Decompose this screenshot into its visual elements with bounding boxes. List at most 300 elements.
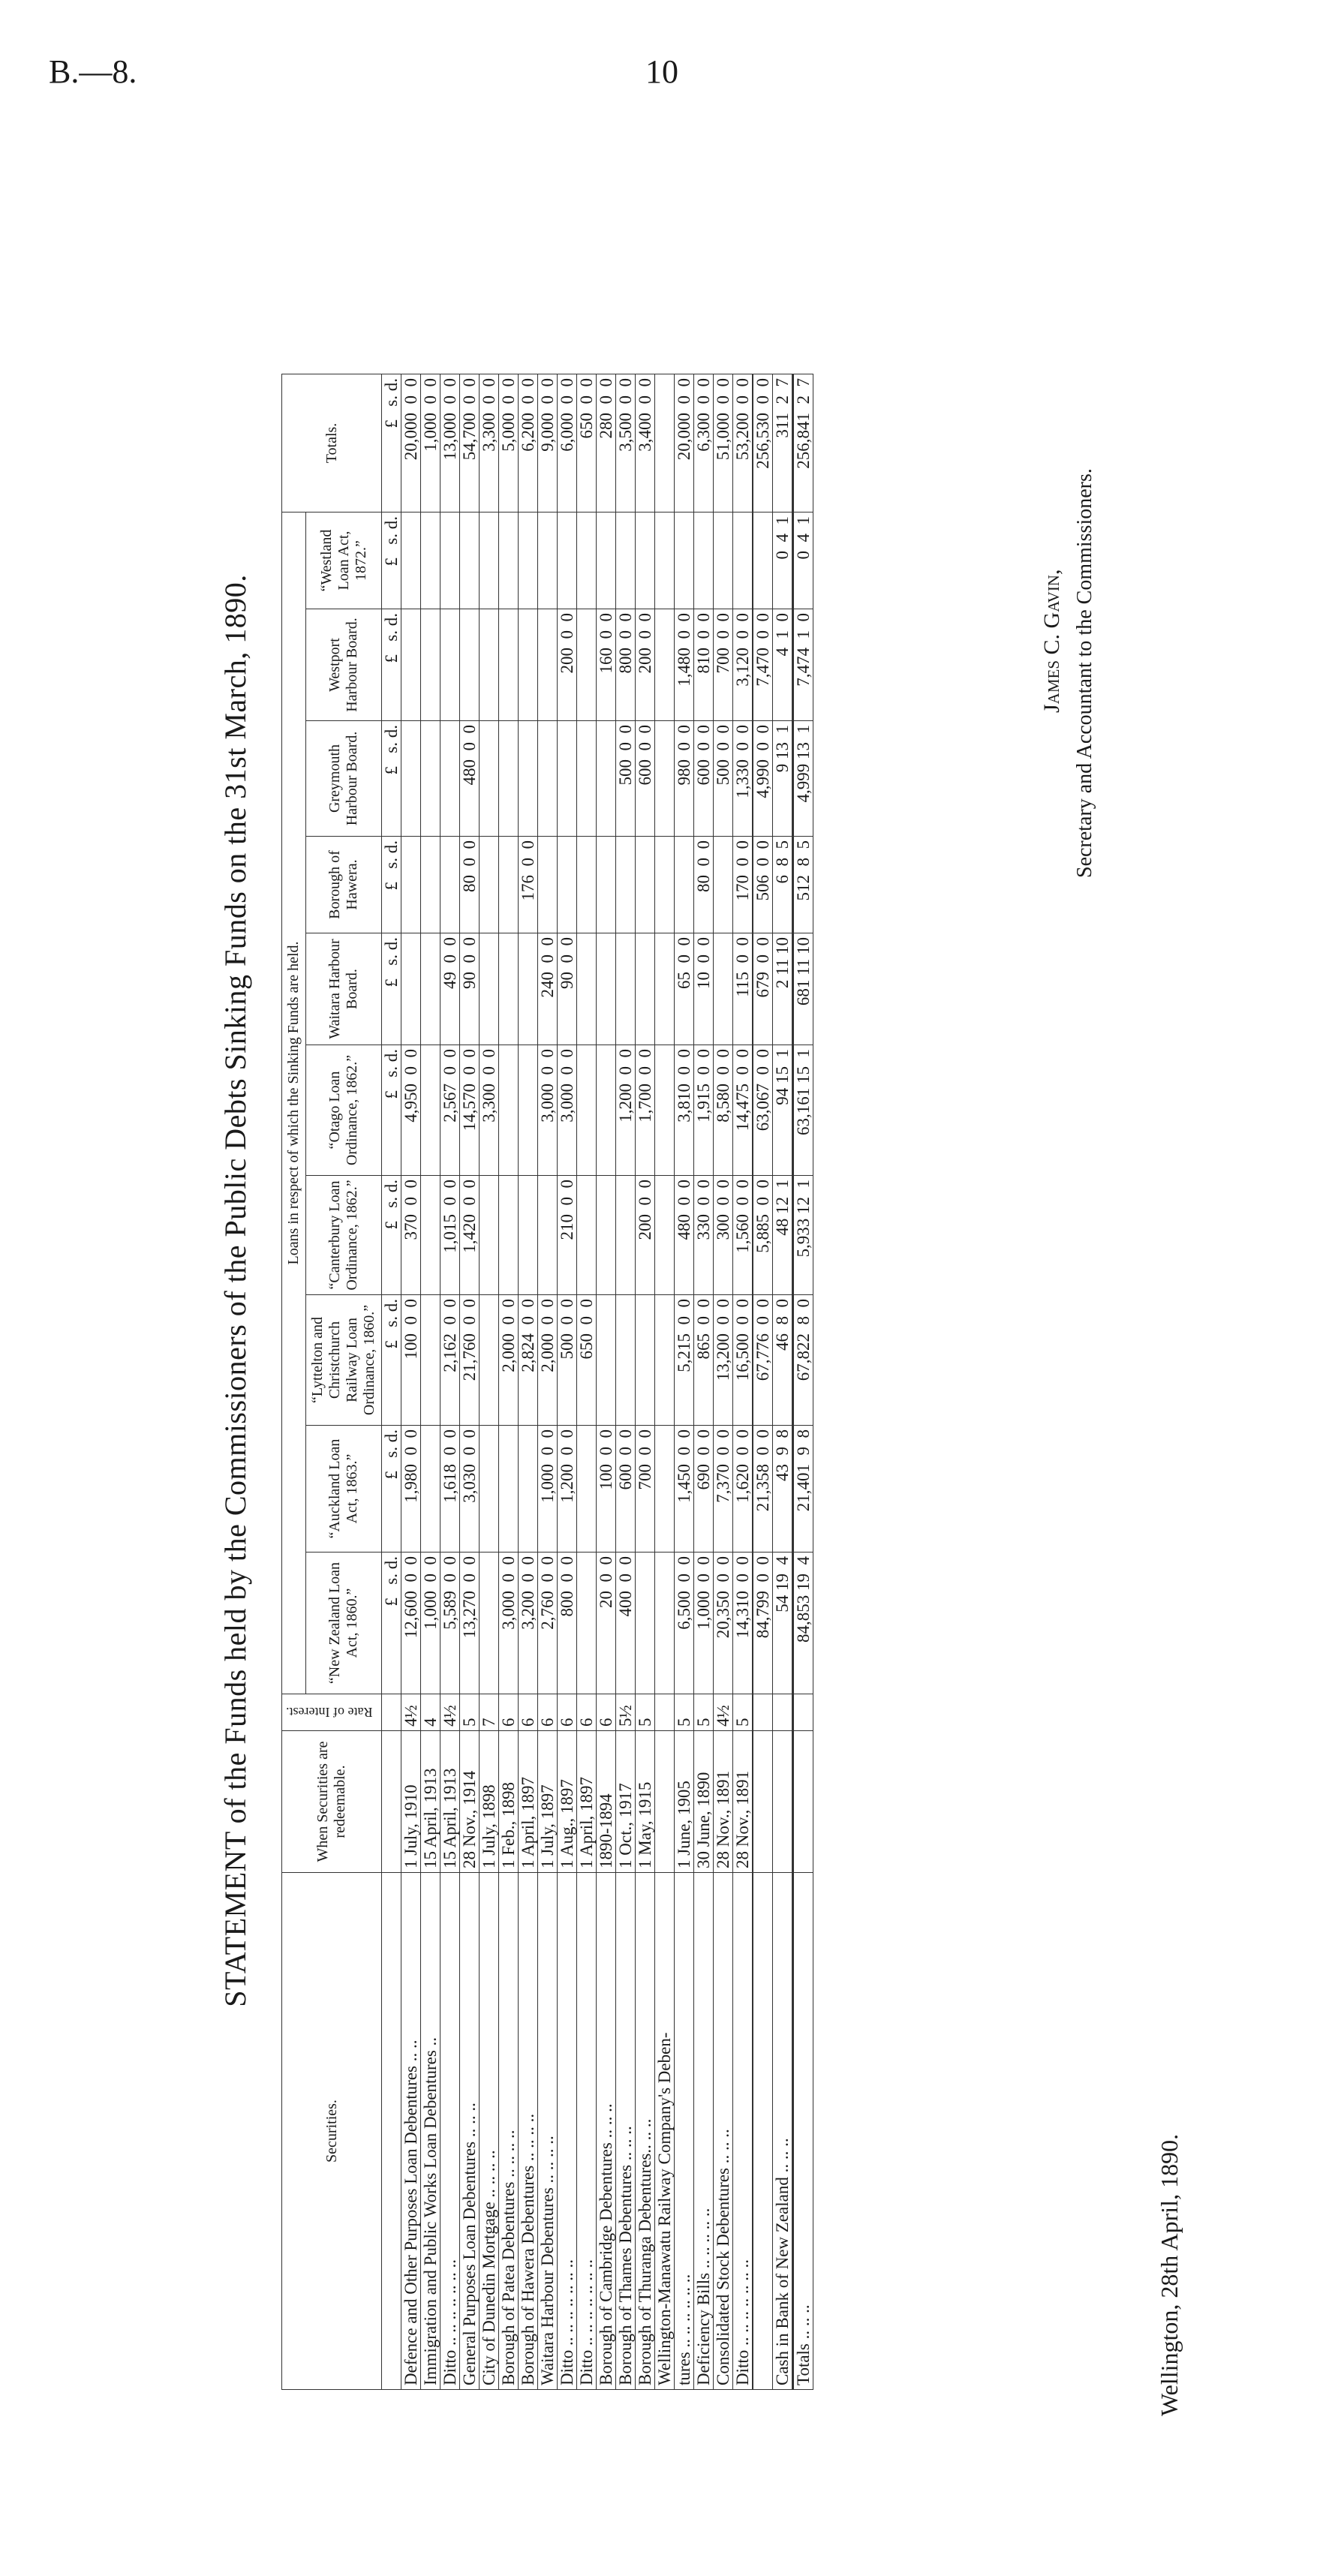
amount-cell bbox=[597, 1045, 616, 1176]
interest-rate: 6 bbox=[577, 1694, 597, 1731]
security-name: Deficiency Bills .. .. .. .. .. bbox=[694, 1873, 714, 2390]
amount-cell bbox=[753, 512, 773, 609]
amount-cell bbox=[636, 1295, 655, 1426]
amount-cell: 4,950 0 0 bbox=[401, 1045, 421, 1176]
amount-cell bbox=[636, 1553, 655, 1694]
amount-cell: 679 0 0 bbox=[753, 933, 773, 1045]
security-name: Cash in Bank of New Zealand .. .. .. bbox=[773, 1873, 792, 2390]
amount-cell bbox=[714, 837, 733, 933]
interest-rate bbox=[655, 1694, 675, 1731]
amount-cell bbox=[519, 1176, 538, 1295]
table-body bbox=[401, 374, 813, 2390]
redeemable-date: 1890-1894 bbox=[597, 1731, 616, 1873]
amount-cell bbox=[499, 933, 519, 1045]
amount-cell bbox=[480, 933, 499, 1045]
amount-cell: 0 4 1 bbox=[793, 512, 813, 609]
col-loan-header: “Auckland Loan Act, 1863.” bbox=[306, 1426, 382, 1553]
amount-cell bbox=[636, 837, 655, 933]
amount-cell: 2,567 0 0 bbox=[440, 1045, 460, 1176]
amount-cell: 865 0 0 bbox=[694, 1295, 714, 1426]
interest-rate bbox=[753, 1694, 773, 1731]
amount-cell bbox=[577, 1553, 597, 1694]
amount-cell bbox=[694, 512, 714, 609]
amount-cell: 90 0 0 bbox=[558, 933, 577, 1045]
amount-cell: 1,000 0 0 bbox=[538, 1426, 558, 1553]
col-totals: Totals. bbox=[282, 374, 382, 512]
amount-cell: 13,000 0 0 bbox=[440, 374, 460, 512]
table-row bbox=[480, 374, 499, 2390]
interest-rate: 6 bbox=[519, 1694, 538, 1731]
amount-cell bbox=[616, 837, 636, 933]
amount-cell: 5,215 0 0 bbox=[675, 1295, 694, 1426]
amount-cell bbox=[499, 1176, 519, 1295]
redeemable-date: 28 Nov., 1914 bbox=[460, 1731, 480, 1873]
amount-cell: 600 0 0 bbox=[636, 721, 655, 837]
security-name: Borough of Cambridge Debentures .. .. .. bbox=[597, 1873, 616, 2390]
amount-cell: 4 1 0 bbox=[773, 609, 792, 721]
redeemable-date: 1 July, 1898 bbox=[480, 1731, 499, 1873]
amount-cell bbox=[519, 512, 538, 609]
redeemable-date: 15 April, 1913 bbox=[421, 1731, 440, 1873]
amount-cell bbox=[401, 837, 421, 933]
amount-cell bbox=[577, 512, 597, 609]
amount-cell: 6 8 5 bbox=[773, 837, 792, 933]
amount-cell bbox=[655, 609, 675, 721]
amount-cell: 65 0 0 bbox=[675, 933, 694, 1045]
units-label: £ s. d. bbox=[382, 837, 401, 933]
security-name: General Purposes Loan Debentures .. .. .. bbox=[460, 1873, 480, 2390]
table-row bbox=[558, 374, 577, 2390]
redeemable-date: 1 May, 1915 bbox=[636, 1731, 655, 1873]
amount-cell bbox=[597, 837, 616, 933]
amount-cell bbox=[577, 837, 597, 933]
amount-cell: 67,776 0 0 bbox=[753, 1295, 773, 1426]
amount-cell bbox=[538, 1176, 558, 1295]
amount-cell bbox=[616, 512, 636, 609]
amount-cell: 94 15 1 bbox=[773, 1045, 792, 1176]
amount-cell bbox=[440, 837, 460, 933]
amount-cell: 84,799 0 0 bbox=[753, 1553, 773, 1694]
table-row bbox=[733, 374, 753, 2390]
redeemable-date: 28 Nov., 1891 bbox=[714, 1731, 733, 1873]
interest-rate: 5 bbox=[675, 1694, 694, 1731]
amount-cell: 2 11 10 bbox=[773, 933, 792, 1045]
amount-cell bbox=[675, 837, 694, 933]
amount-cell bbox=[577, 721, 597, 837]
amount-cell bbox=[577, 1045, 597, 1176]
amount-cell: 681 11 10 bbox=[793, 933, 813, 1045]
security-name: Ditto .. .. .. .. .. .. .. bbox=[577, 1873, 597, 2390]
amount-cell: 20 0 0 bbox=[597, 1553, 616, 1694]
amount-cell: 49 0 0 bbox=[440, 933, 460, 1045]
table-row bbox=[538, 374, 558, 2390]
amount-cell bbox=[558, 721, 577, 837]
amount-cell: 48 12 1 bbox=[773, 1176, 792, 1295]
amount-cell: 5,885 0 0 bbox=[753, 1176, 773, 1295]
redeemable-date: 30 June, 1890 bbox=[694, 1731, 714, 1873]
amount-cell bbox=[597, 1295, 616, 1426]
amount-cell: 100 0 0 bbox=[401, 1295, 421, 1426]
amount-cell: 2,824 0 0 bbox=[519, 1295, 538, 1426]
units-label: £ s. d. bbox=[382, 1295, 401, 1426]
col-rate bbox=[282, 1694, 382, 1731]
amount-cell bbox=[558, 837, 577, 933]
amount-cell: 170 0 0 bbox=[733, 837, 753, 933]
security-name: Totals .. .. .. bbox=[793, 1873, 813, 2390]
amount-cell bbox=[421, 1045, 440, 1176]
amount-cell bbox=[421, 721, 440, 837]
amount-cell bbox=[538, 837, 558, 933]
security-name: Defence and Other Purposes Loan Debentures .. .. bbox=[401, 1873, 421, 2390]
security-name: Consolidated Stock Debentures .. .. .. bbox=[714, 1873, 733, 2390]
amount-cell: 16,500 0 0 bbox=[733, 1295, 753, 1426]
amount-cell: 14,570 0 0 bbox=[460, 1045, 480, 1176]
col-loan-header: Greymouth Harbour Board. bbox=[306, 721, 382, 837]
amount-cell: 3,400 0 0 bbox=[636, 374, 655, 512]
amount-cell: 200 0 0 bbox=[636, 1176, 655, 1295]
security-name: Borough of Hawera Debentures .. .. .. .. bbox=[519, 1873, 538, 2390]
amount-cell: 46 8 0 bbox=[773, 1295, 792, 1426]
units-label: £ s. d. bbox=[382, 512, 401, 609]
amount-cell bbox=[499, 837, 519, 933]
amount-cell: 1,480 0 0 bbox=[675, 609, 694, 721]
amount-cell: 67,822 8 0 bbox=[793, 1295, 813, 1426]
amount-cell: 4,999 13 1 bbox=[793, 721, 813, 837]
amount-cell bbox=[636, 933, 655, 1045]
redeemable-date: 1 Oct., 1917 bbox=[616, 1731, 636, 1873]
amount-cell: 256,841 2 7 bbox=[793, 374, 813, 512]
interest-rate: 5 bbox=[460, 1694, 480, 1731]
amount-cell: 650 0 0 bbox=[577, 1295, 597, 1426]
amount-cell: 54,700 0 0 bbox=[460, 374, 480, 512]
amount-cell: 84,853 19 4 bbox=[793, 1553, 813, 1694]
amount-cell bbox=[499, 609, 519, 721]
amount-cell: 14,475 0 0 bbox=[733, 1045, 753, 1176]
amount-cell: 13,200 0 0 bbox=[714, 1295, 733, 1426]
amount-cell bbox=[655, 374, 675, 512]
amount-cell: 800 0 0 bbox=[616, 609, 636, 721]
amount-cell: 12,600 0 0 bbox=[401, 1553, 421, 1694]
amount-cell: 1,015 0 0 bbox=[440, 1176, 460, 1295]
redeemable-date: 1 Aug., 1897 bbox=[558, 1731, 577, 1873]
amount-cell bbox=[538, 512, 558, 609]
amount-cell: 800 0 0 bbox=[558, 1553, 577, 1694]
amount-cell bbox=[519, 1426, 538, 1553]
amount-cell bbox=[460, 512, 480, 609]
amount-cell: 3,000 0 0 bbox=[538, 1045, 558, 1176]
amount-cell: 20,000 0 0 bbox=[675, 374, 694, 512]
interest-rate: 6 bbox=[538, 1694, 558, 1731]
units-row bbox=[382, 374, 401, 2390]
col-rate-label: Rate of Interest. bbox=[286, 1705, 373, 1721]
amount-cell: 5,933 12 1 bbox=[793, 1176, 813, 1295]
amount-cell: 21,401 9 8 bbox=[793, 1426, 813, 1553]
amount-cell bbox=[440, 512, 460, 609]
amount-cell: 1,618 0 0 bbox=[440, 1426, 460, 1553]
col-when-redeemable: When Securities are redeemable. bbox=[282, 1731, 382, 1873]
amount-cell: 810 0 0 bbox=[694, 609, 714, 721]
document-reference: B.—8. bbox=[49, 53, 137, 90]
signatory-name: James C. Gavin, bbox=[1039, 569, 1064, 713]
amount-cell bbox=[597, 1176, 616, 1295]
amount-cell: 80 0 0 bbox=[460, 837, 480, 933]
security-name bbox=[753, 1873, 773, 2390]
interest-rate: 6 bbox=[558, 1694, 577, 1731]
amount-cell bbox=[597, 933, 616, 1045]
signatory-title: Secretary and Accountant to the Commissioners. bbox=[1073, 468, 1096, 878]
amount-cell: 20,350 0 0 bbox=[714, 1553, 733, 1694]
redeemable-date bbox=[773, 1731, 792, 1873]
amount-cell bbox=[655, 1045, 675, 1176]
amount-cell bbox=[577, 1176, 597, 1295]
amount-cell bbox=[519, 1045, 538, 1176]
amount-cell bbox=[519, 933, 538, 1045]
interest-rate: 6 bbox=[597, 1694, 616, 1731]
units-spacer bbox=[382, 1873, 401, 2390]
amount-cell: 3,030 0 0 bbox=[460, 1426, 480, 1553]
amount-cell bbox=[401, 609, 421, 721]
security-name: Wellington-Manawatu Railway Company's Deben- bbox=[655, 1873, 675, 2390]
amount-cell bbox=[655, 1176, 675, 1295]
amount-cell: 176 0 0 bbox=[519, 837, 538, 933]
statement-title: STATEMENT of the Funds held by the Commissioners of the Public Debts Sinking Funds on the 31st March, 1890. bbox=[218, 574, 252, 2007]
amount-cell bbox=[597, 512, 616, 609]
amount-cell: 160 0 0 bbox=[597, 609, 616, 721]
amount-cell bbox=[499, 721, 519, 837]
redeemable-date: 1 Feb., 1898 bbox=[499, 1731, 519, 1873]
amount-cell: 4,990 0 0 bbox=[753, 721, 773, 837]
amount-cell bbox=[421, 609, 440, 721]
amount-cell: 200 0 0 bbox=[558, 609, 577, 721]
security-name: Borough of Patea Debentures .. .. .. .. bbox=[499, 1873, 519, 2390]
amount-cell: 2,162 0 0 bbox=[440, 1295, 460, 1426]
amount-cell: 10 0 0 bbox=[694, 933, 714, 1045]
amount-cell: 7,474 1 0 bbox=[793, 609, 813, 721]
security-name: Immigration and Public Works Loan Debentures .. bbox=[421, 1873, 440, 2390]
amount-cell bbox=[440, 609, 460, 721]
amount-cell bbox=[519, 609, 538, 721]
amount-cell: 1,420 0 0 bbox=[460, 1176, 480, 1295]
amount-cell bbox=[480, 1426, 499, 1553]
amount-cell bbox=[675, 512, 694, 609]
col-loan-header: “New Zealand Loan Act, 1860.” bbox=[306, 1553, 382, 1694]
interest-rate: 4½ bbox=[714, 1694, 733, 1731]
amount-cell: 700 0 0 bbox=[714, 609, 733, 721]
amount-cell bbox=[714, 933, 733, 1045]
amount-cell: 500 0 0 bbox=[616, 721, 636, 837]
table-row bbox=[577, 374, 597, 2390]
redeemable-date: 1 April, 1897 bbox=[519, 1731, 538, 1873]
amount-cell bbox=[480, 1295, 499, 1426]
interest-rate: 7 bbox=[480, 1694, 499, 1731]
amount-cell: 506 0 0 bbox=[753, 837, 773, 933]
amount-cell: 280 0 0 bbox=[597, 374, 616, 512]
amount-cell: 20,000 0 0 bbox=[401, 374, 421, 512]
amount-cell bbox=[460, 609, 480, 721]
amount-cell bbox=[655, 1426, 675, 1553]
units-label: £ s. d. bbox=[382, 374, 401, 512]
col-loan-header: “Otago Loan Ordinance, 1862.” bbox=[306, 1045, 382, 1176]
amount-cell: 9,000 0 0 bbox=[538, 374, 558, 512]
sinking-funds-table bbox=[281, 374, 813, 2390]
table-row bbox=[793, 374, 813, 2390]
amount-cell: 400 0 0 bbox=[616, 1553, 636, 1694]
amount-cell bbox=[655, 837, 675, 933]
amount-cell: 6,300 0 0 bbox=[694, 374, 714, 512]
amount-cell bbox=[616, 933, 636, 1045]
amount-cell: 256,530 0 0 bbox=[753, 374, 773, 512]
amount-cell: 6,500 0 0 bbox=[675, 1553, 694, 1694]
amount-cell: 14,310 0 0 bbox=[733, 1553, 753, 1694]
amount-cell: 1,915 0 0 bbox=[694, 1045, 714, 1176]
amount-cell bbox=[655, 1553, 675, 1694]
redeemable-date bbox=[655, 1731, 675, 1873]
amount-cell bbox=[480, 1176, 499, 1295]
amount-cell bbox=[401, 721, 421, 837]
amount-cell: 63,161 15 1 bbox=[793, 1045, 813, 1176]
amount-cell: 512 8 5 bbox=[793, 837, 813, 933]
units-label: £ s. d. bbox=[382, 1553, 401, 1694]
amount-cell: 90 0 0 bbox=[460, 933, 480, 1045]
amount-cell: 370 0 0 bbox=[401, 1176, 421, 1295]
units-label: £ s. d. bbox=[382, 1176, 401, 1295]
amount-cell: 1,450 0 0 bbox=[675, 1426, 694, 1553]
amount-cell bbox=[558, 512, 577, 609]
amount-cell: 5,000 0 0 bbox=[499, 374, 519, 512]
interest-rate: 5 bbox=[694, 1694, 714, 1731]
amount-cell: 54 19 4 bbox=[773, 1553, 792, 1694]
amount-cell: 13,270 0 0 bbox=[460, 1553, 480, 1694]
amount-cell: 100 0 0 bbox=[597, 1426, 616, 1553]
amount-cell: 650 0 0 bbox=[577, 374, 597, 512]
col-loan-header: “Lyttelton and Christchurch Railway Loan Ordinance, 1860.” bbox=[306, 1295, 382, 1426]
security-name: Ditto .. .. .. .. .. .. .. bbox=[558, 1873, 577, 2390]
security-name: City of Dunedin Mortgage .. .. .. .. bbox=[480, 1873, 499, 2390]
interest-rate: 6 bbox=[499, 1694, 519, 1731]
amount-cell: 300 0 0 bbox=[714, 1176, 733, 1295]
table-row bbox=[421, 374, 440, 2390]
col-loan-header: Waitara Harbour Board. bbox=[306, 933, 382, 1045]
amount-cell: 600 0 0 bbox=[694, 721, 714, 837]
amount-cell bbox=[733, 512, 753, 609]
redeemable-date: 1 June, 1905 bbox=[675, 1731, 694, 1873]
col-loan-header: Borough of Hawera. bbox=[306, 837, 382, 933]
amount-cell: 2,000 0 0 bbox=[538, 1295, 558, 1426]
amount-cell bbox=[636, 512, 655, 609]
amount-cell: 9 13 1 bbox=[773, 721, 792, 837]
redeemable-date: 1 July, 1897 bbox=[538, 1731, 558, 1873]
amount-cell bbox=[597, 721, 616, 837]
amount-cell: 480 0 0 bbox=[460, 721, 480, 837]
amount-cell: 980 0 0 bbox=[675, 721, 694, 837]
amount-cell: 700 0 0 bbox=[636, 1426, 655, 1553]
security-name: Borough of Thames Debentures .. .. .. bbox=[616, 1873, 636, 2390]
units-label: £ s. d. bbox=[382, 609, 401, 721]
amount-cell: 1,330 0 0 bbox=[733, 721, 753, 837]
table-row bbox=[753, 374, 773, 2390]
security-name: Ditto .. .. .. .. .. .. .. bbox=[733, 1873, 753, 2390]
amount-cell bbox=[655, 1295, 675, 1426]
amount-cell: 1,980 0 0 bbox=[401, 1426, 421, 1553]
amount-cell bbox=[577, 1426, 597, 1553]
amount-cell bbox=[655, 933, 675, 1045]
amount-cell bbox=[577, 609, 597, 721]
amount-cell bbox=[655, 721, 675, 837]
col-loan-header: “Canterbury Loan Ordinance, 1862.” bbox=[306, 1176, 382, 1295]
amount-cell: 1,000 0 0 bbox=[694, 1553, 714, 1694]
table-row bbox=[694, 374, 714, 2390]
units-spacer bbox=[382, 1731, 401, 1873]
units-label: £ s. d. bbox=[382, 721, 401, 837]
table-row bbox=[499, 374, 519, 2390]
security-name: tures .. .. .. .. .. .. bbox=[675, 1873, 694, 2390]
amount-cell: 2,000 0 0 bbox=[499, 1295, 519, 1426]
amount-cell: 3,200 0 0 bbox=[519, 1553, 538, 1694]
amount-cell: 5,589 0 0 bbox=[440, 1553, 460, 1694]
amount-cell: 3,300 0 0 bbox=[480, 1045, 499, 1176]
amount-cell bbox=[499, 1426, 519, 1553]
amount-cell: 210 0 0 bbox=[558, 1176, 577, 1295]
table-row bbox=[401, 374, 421, 2390]
interest-rate: 4 bbox=[421, 1694, 440, 1731]
amount-cell: 0 4 1 bbox=[773, 512, 792, 609]
amount-cell: 6,000 0 0 bbox=[558, 374, 577, 512]
table-row bbox=[460, 374, 480, 2390]
amount-cell: 480 0 0 bbox=[675, 1176, 694, 1295]
amount-cell: 3,810 0 0 bbox=[675, 1045, 694, 1176]
col-loan-header: “Westland Loan Act, 1872.” bbox=[306, 512, 382, 609]
redeemable-date: 1 July, 1910 bbox=[401, 1731, 421, 1873]
amount-cell: 51,000 0 0 bbox=[714, 374, 733, 512]
amount-cell bbox=[480, 1553, 499, 1694]
amount-cell: 1,200 0 0 bbox=[558, 1426, 577, 1553]
amount-cell bbox=[616, 1176, 636, 1295]
amount-cell bbox=[421, 1176, 440, 1295]
amount-cell: 2,760 0 0 bbox=[538, 1553, 558, 1694]
amount-cell bbox=[480, 609, 499, 721]
amount-cell bbox=[421, 837, 440, 933]
amount-cell bbox=[616, 1295, 636, 1426]
redeemable-date bbox=[793, 1731, 813, 1873]
amount-cell: 3,000 0 0 bbox=[558, 1045, 577, 1176]
amount-cell: 200 0 0 bbox=[636, 609, 655, 721]
amount-cell: 1,200 0 0 bbox=[616, 1045, 636, 1176]
amount-cell: 53,200 0 0 bbox=[733, 374, 753, 512]
interest-rate: 5½ bbox=[616, 1694, 636, 1731]
amount-cell bbox=[440, 721, 460, 837]
amount-cell: 240 0 0 bbox=[538, 933, 558, 1045]
amount-cell bbox=[714, 512, 733, 609]
amount-cell bbox=[480, 721, 499, 837]
amount-cell bbox=[499, 1045, 519, 1176]
table-row bbox=[519, 374, 538, 2390]
units-label: £ s. d. bbox=[382, 1426, 401, 1553]
table-row bbox=[655, 374, 675, 2390]
amount-cell bbox=[577, 933, 597, 1045]
amount-cell: 1,620 0 0 bbox=[733, 1426, 753, 1553]
amount-cell bbox=[499, 512, 519, 609]
amount-cell: 115 0 0 bbox=[733, 933, 753, 1045]
table-row bbox=[440, 374, 460, 2390]
amount-cell: 1,700 0 0 bbox=[636, 1045, 655, 1176]
amount-cell: 690 0 0 bbox=[694, 1426, 714, 1553]
units-label: £ s. d. bbox=[382, 933, 401, 1045]
page-number: 10 bbox=[645, 53, 678, 90]
table-row bbox=[616, 374, 636, 2390]
amount-cell bbox=[519, 721, 538, 837]
amount-cell bbox=[421, 1426, 440, 1553]
interest-rate bbox=[793, 1694, 813, 1731]
